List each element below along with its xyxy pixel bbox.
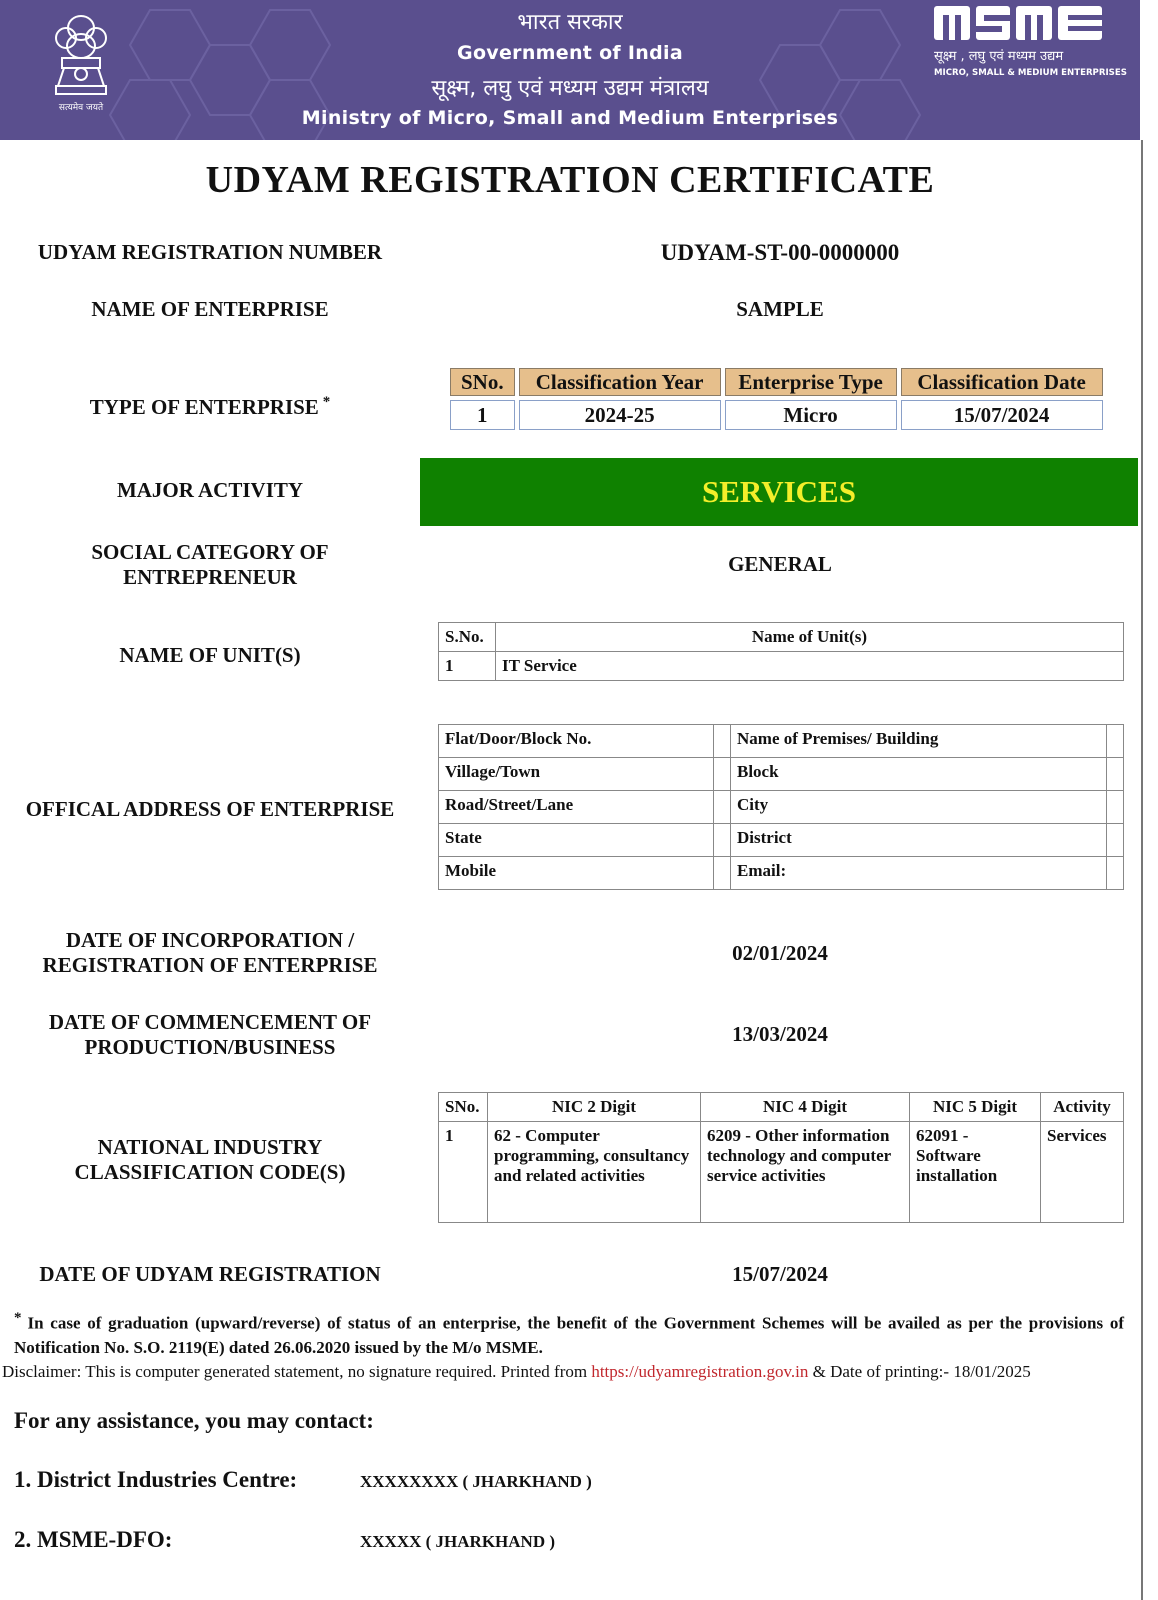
label-line: SOCIAL CATEGORY OF xyxy=(91,540,329,564)
column-header: Classification Year xyxy=(519,368,721,396)
assistance-heading: For any assistance, you may contact: xyxy=(14,1408,374,1433)
label-line: DATE OF INCORPORATION / xyxy=(65,928,355,952)
column-header: SNo. xyxy=(439,1093,488,1122)
table-cell: Road/Street/Lane xyxy=(439,791,714,824)
major-activity-value: SERVICES xyxy=(420,458,1138,526)
table-cell: Email: xyxy=(731,857,1107,890)
emblem-motto: सत्यमेव जयते xyxy=(58,103,104,113)
table-cell: IT Service xyxy=(496,652,1124,681)
table-cell: District xyxy=(731,824,1107,857)
column-header: Enterprise Type xyxy=(725,368,897,396)
ministry-hindi: सूक्ष्म, लघु एवं मध्यम उद्यम मंत्रालय xyxy=(431,76,709,101)
footnote-marker: * xyxy=(322,394,331,410)
msme-logo-english: MICRO, SMALL & MEDIUM ENTERPRISES xyxy=(934,68,1127,78)
table-cell: Micro xyxy=(725,400,897,430)
label-line: PRODUCTION/BUSINESS xyxy=(84,1035,336,1059)
table-row xyxy=(439,791,1124,824)
table-row xyxy=(439,1122,1124,1223)
table-row xyxy=(439,824,1124,857)
table-cell: 1 xyxy=(439,1122,488,1223)
label-line: DATE OF COMMENCEMENT OF xyxy=(48,1010,372,1034)
table-cell: Name of Premises/ Building xyxy=(731,725,1107,758)
nic-table xyxy=(438,1092,1124,1223)
ministry-english: Ministry of Micro, Small and Medium Enterprises xyxy=(301,107,839,129)
government-hindi: भारत सरकार xyxy=(517,10,623,35)
table-cell: 1 xyxy=(450,400,515,430)
table-cell xyxy=(714,857,731,890)
enterprise-name-value: SAMPLE xyxy=(736,297,824,321)
table-cell: Block xyxy=(731,758,1107,791)
table-cell xyxy=(1107,857,1124,890)
address-table xyxy=(438,724,1124,890)
enterprise-type-label-text: TYPE OF ENTERPRISE xyxy=(89,395,319,419)
certificate-title: UDYAM REGISTRATION CERTIFICATE xyxy=(205,159,935,201)
table-cell: Flat/Door/Block No. xyxy=(439,725,714,758)
table-cell: 2024-25 xyxy=(519,400,721,430)
table-cell xyxy=(1107,725,1124,758)
government-english: Government of India xyxy=(457,42,683,64)
label-line: ENTREPRENEUR xyxy=(123,565,297,589)
table-cell xyxy=(714,824,731,857)
table-cell: Services xyxy=(1041,1122,1124,1223)
contact-dic-label: 1. District Industries Centre: xyxy=(14,1467,298,1492)
column-header: Name of Unit(s) xyxy=(496,623,1124,652)
disclaimer xyxy=(2,1362,1142,1382)
udyam-date-label: DATE OF UDYAM REGISTRATION xyxy=(39,1262,381,1286)
classification-header-row xyxy=(450,368,1103,396)
table-cell: Mobile xyxy=(439,857,714,890)
units-label: NAME OF UNIT(S) xyxy=(119,643,301,667)
footnote-marker: * xyxy=(14,1310,22,1326)
column-header: NIC 2 Digit xyxy=(488,1093,701,1122)
label-line: NATIONAL INDUSTRY xyxy=(97,1135,323,1159)
units-header-row xyxy=(439,623,1124,652)
table-cell xyxy=(714,791,731,824)
table-cell xyxy=(1107,791,1124,824)
header-banner xyxy=(0,0,1140,140)
table-row xyxy=(439,652,1124,681)
column-header: Activity xyxy=(1041,1093,1124,1122)
table-cell: Village/Town xyxy=(439,758,714,791)
table-row xyxy=(450,400,1103,430)
print-date: & Date of printing:- 18/01/2025 xyxy=(812,1362,1031,1381)
table-cell: 6209 - Other information technology and computer service activities xyxy=(701,1122,910,1223)
commencement-date: 13/03/2024 xyxy=(732,1022,828,1046)
enterprise-name-label: NAME OF ENTERPRISE xyxy=(91,297,329,321)
table-cell xyxy=(1107,758,1124,791)
nic-header-row xyxy=(439,1093,1124,1122)
table-cell xyxy=(714,758,731,791)
contact-dic-value: XXXXXXXX ( JHARKHAND ) xyxy=(360,1472,592,1491)
column-header: Classification Date xyxy=(901,368,1103,396)
msme-logo-hindi: सूक्ष्म , लघु एवं मध्यम उद्यम xyxy=(934,49,1064,64)
major-activity-label: MAJOR ACTIVITY xyxy=(116,478,304,502)
table-cell xyxy=(1107,824,1124,857)
msme-logo-icon xyxy=(934,6,1102,40)
column-header: NIC 5 Digit xyxy=(910,1093,1041,1122)
column-header: NIC 4 Digit xyxy=(701,1093,910,1122)
table-cell: 15/07/2024 xyxy=(901,400,1103,430)
footnote-text: In case of graduation (upward/reverse) of status of an enterprise, the benefit of the Government Schemes will be availed as per the provisions of Notification No. S.O. 2119(E) dated 26.06.2020 issued by the M/o MSME. xyxy=(14,1313,1124,1357)
portal-link[interactable]: https://udyamregistration.gov.in xyxy=(591,1362,809,1381)
table-cell: State xyxy=(439,824,714,857)
udyam-date-value: 15/07/2024 xyxy=(732,1262,828,1286)
social-category-label xyxy=(10,540,410,590)
table-row xyxy=(439,725,1124,758)
contact-dfo-label: 2. MSME-DFO: xyxy=(14,1527,173,1552)
table-cell: 1 xyxy=(439,652,496,681)
disclaimer-text: Disclaimer: This is computer generated statement, no signature required. Printed from xyxy=(2,1362,588,1381)
label-line: REGISTRATION OF ENTERPRISE xyxy=(42,953,378,977)
commencement-label xyxy=(10,1010,410,1060)
contact-dfo-value: XXXXX ( JHARKHAND ) xyxy=(360,1532,556,1551)
table-cell: 62 - Computer programming, consultancy and related activities xyxy=(488,1122,701,1223)
table-row xyxy=(439,857,1124,890)
classification-table xyxy=(446,364,1107,434)
table-row xyxy=(439,758,1124,791)
units-table xyxy=(438,622,1124,681)
table-cell: City xyxy=(731,791,1107,824)
reg-number-value: UDYAM-ST-00-0000000 xyxy=(660,240,900,265)
table-cell: 62091 - Software installation xyxy=(910,1122,1041,1223)
table-cell xyxy=(714,725,731,758)
nic-label xyxy=(10,1135,410,1185)
column-header: S.No. xyxy=(439,623,496,652)
label-line: CLASSIFICATION CODE(S) xyxy=(74,1160,346,1184)
footnote xyxy=(14,1306,1124,1360)
reg-number-label: UDYAM REGISTRATION NUMBER xyxy=(37,240,383,264)
incorporation-label xyxy=(10,928,410,978)
address-label: OFFICAL ADDRESS OF ENTERPRISE xyxy=(25,797,395,821)
enterprise-type-label xyxy=(10,390,410,420)
incorporation-date: 02/01/2024 xyxy=(732,941,828,965)
column-header: SNo. xyxy=(450,368,515,396)
social-category-value: GENERAL xyxy=(728,552,832,576)
